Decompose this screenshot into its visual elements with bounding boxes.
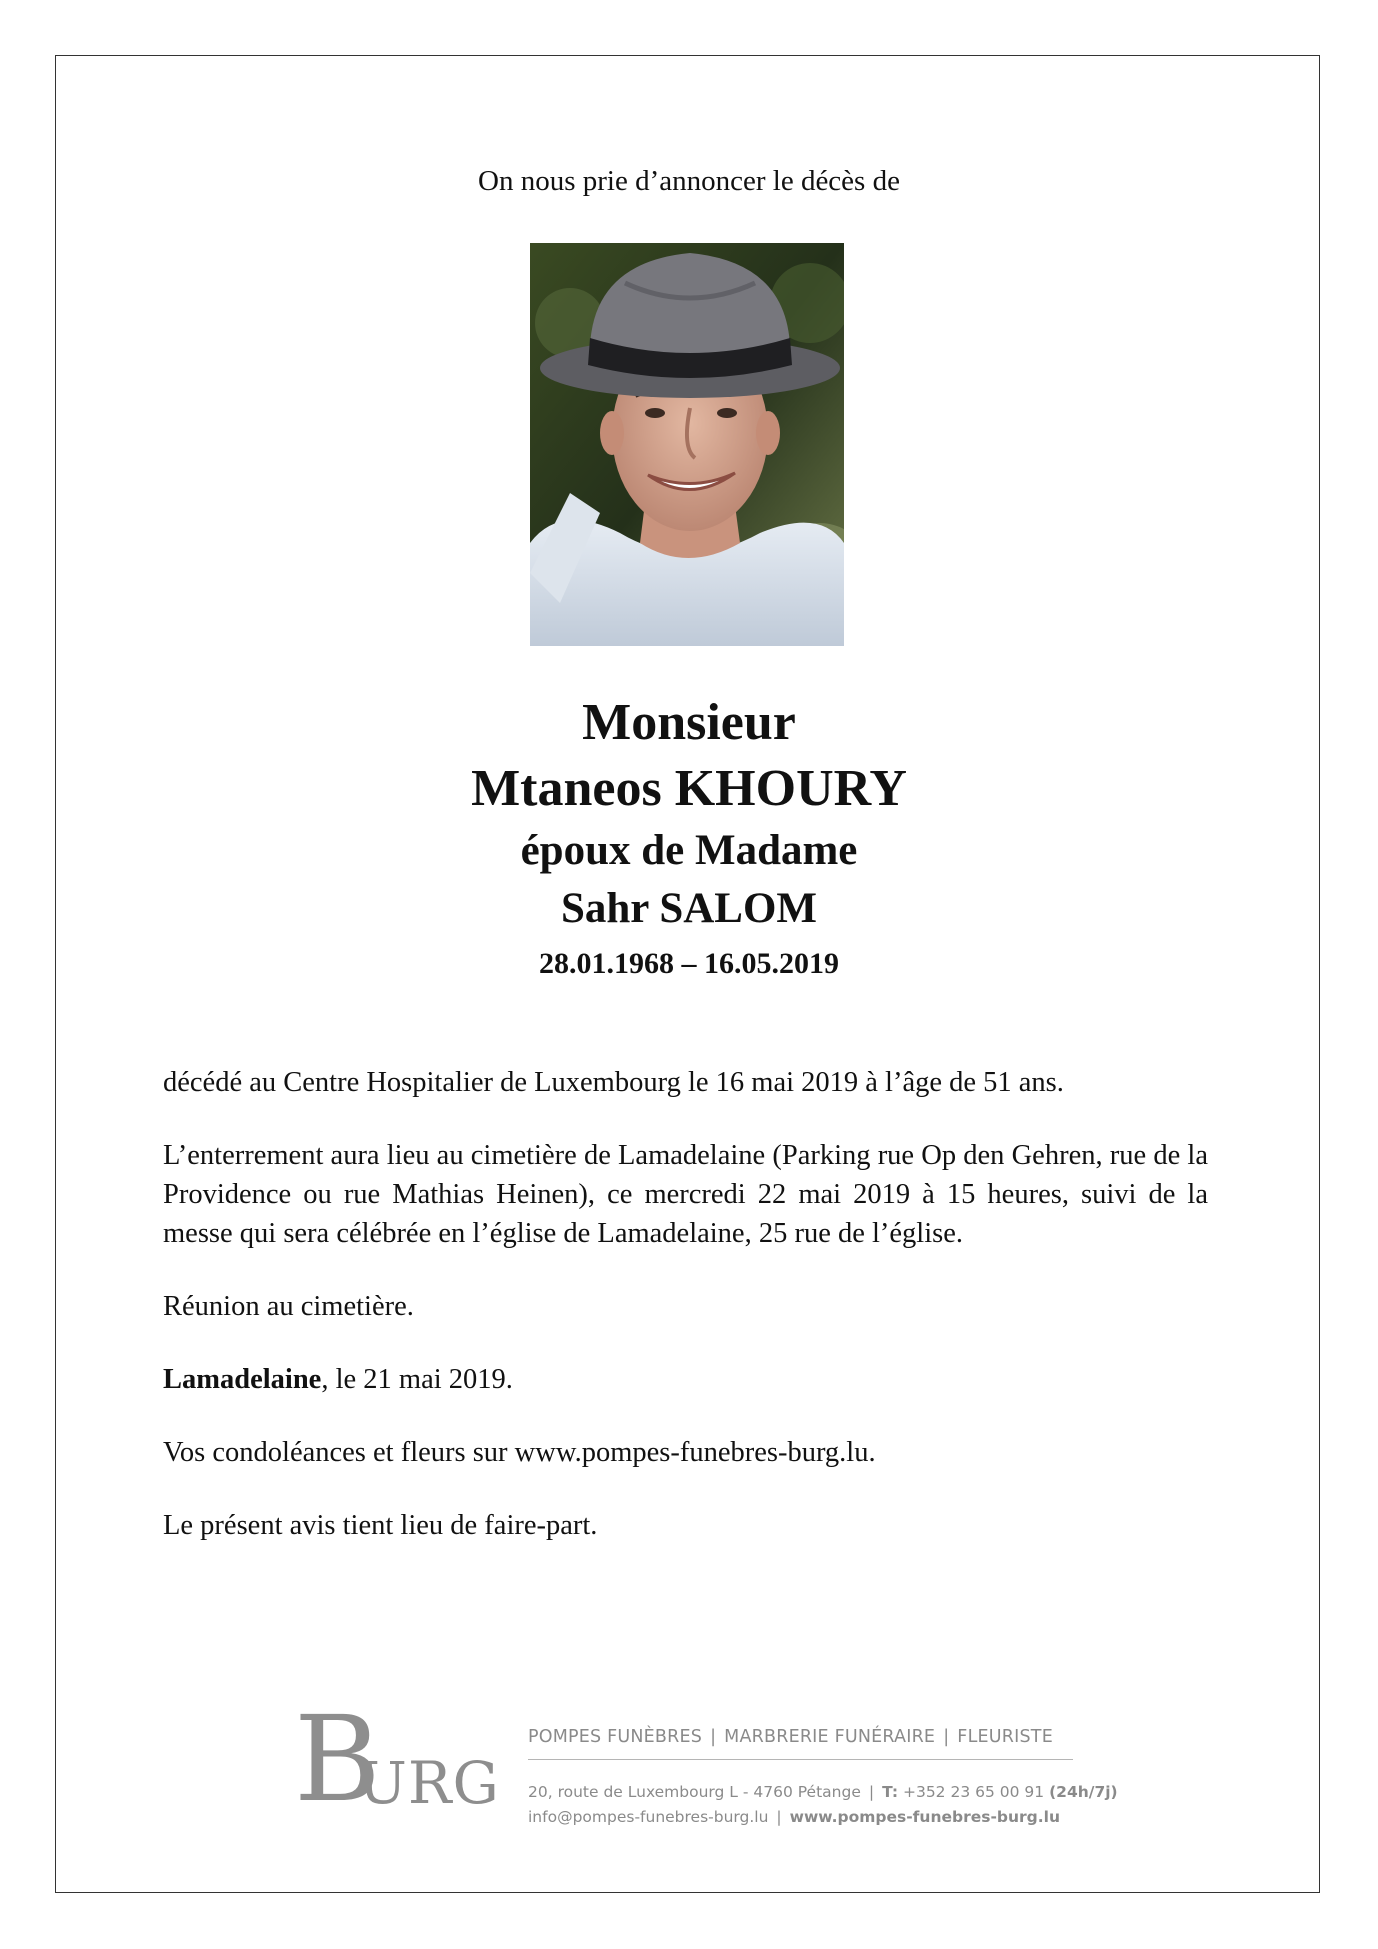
faire-part-note: Le présent avis tient lieu de faire-part. — [163, 1510, 598, 1541]
spouse-prefix: époux de Madame — [520, 827, 858, 874]
separator: | — [943, 1727, 950, 1747]
death-info: décédé au Centre Hospitalier de Luxembourg le 16 mai 2019 à l’âge de 51 ans. — [163, 1067, 1064, 1098]
separator: | — [710, 1727, 717, 1747]
condolences-note: Vos condoléances et fleurs sur www.pompes-funebres-burg.lu. — [163, 1437, 876, 1468]
footer-info — [528, 1727, 1118, 1830]
place-name: Lamadelaine — [163, 1364, 322, 1395]
website-link[interactable]: www.pompes-funebres-burg.lu — [789, 1808, 1061, 1826]
spouse-name: Sahr SALOM — [560, 885, 818, 932]
phone-hours: (24h/7j) — [1049, 1783, 1118, 1801]
meeting-note: Réunion au cimetière. — [163, 1291, 414, 1322]
address-line — [528, 1780, 1118, 1805]
logo-letters: URG — [358, 1749, 500, 1817]
life-dates: 28.01.1968 – 16.05.2019 — [539, 947, 839, 980]
separator: | — [868, 1783, 875, 1801]
intro-text: On nous prie d’annoncer le décès de — [478, 165, 900, 197]
address: 20, route de Luxembourg L - 4760 Pétange — [528, 1783, 861, 1801]
announcement-body — [163, 1063, 1208, 1579]
service-item: FLEURISTE — [957, 1727, 1053, 1747]
service-item: POMPES FUNÈBRES — [528, 1727, 703, 1747]
place-date — [163, 1360, 1208, 1399]
date-text: , le 21 mai 2019. — [321, 1364, 513, 1395]
phone-label: T: — [882, 1783, 899, 1801]
separator: | — [776, 1808, 782, 1826]
email-link[interactable]: info@pompes-funebres-burg.lu — [528, 1808, 769, 1826]
phone-number[interactable]: +352 23 65 00 91 — [902, 1783, 1045, 1801]
services-line — [528, 1727, 1073, 1760]
logo-letter-b: B — [294, 1690, 381, 1828]
deceased-block — [0, 690, 1378, 990]
web-line — [528, 1805, 1073, 1830]
burg-logo — [292, 1690, 500, 1828]
honorific: Monsieur — [582, 694, 796, 751]
service-item: MARBRERIE FUNÉRAIRE — [724, 1727, 936, 1747]
funeral-details: L’enterrement aura lieu au cimetière de Lamadelaine (Parking rue Op den Gehren, rue de la Providence ou rue Mathias Heinen), ce mercredi 22 mai 2019 à 15 heures, suivi de la messe qui sera célébrée en l’église de Lamadelaine, 25 rue de l’église. — [163, 1140, 1208, 1249]
contact-block — [528, 1780, 1118, 1830]
deceased-name: Mtaneos KHOURY — [471, 760, 907, 817]
portrait-illustration — [530, 243, 844, 646]
portrait-photo — [530, 243, 844, 646]
